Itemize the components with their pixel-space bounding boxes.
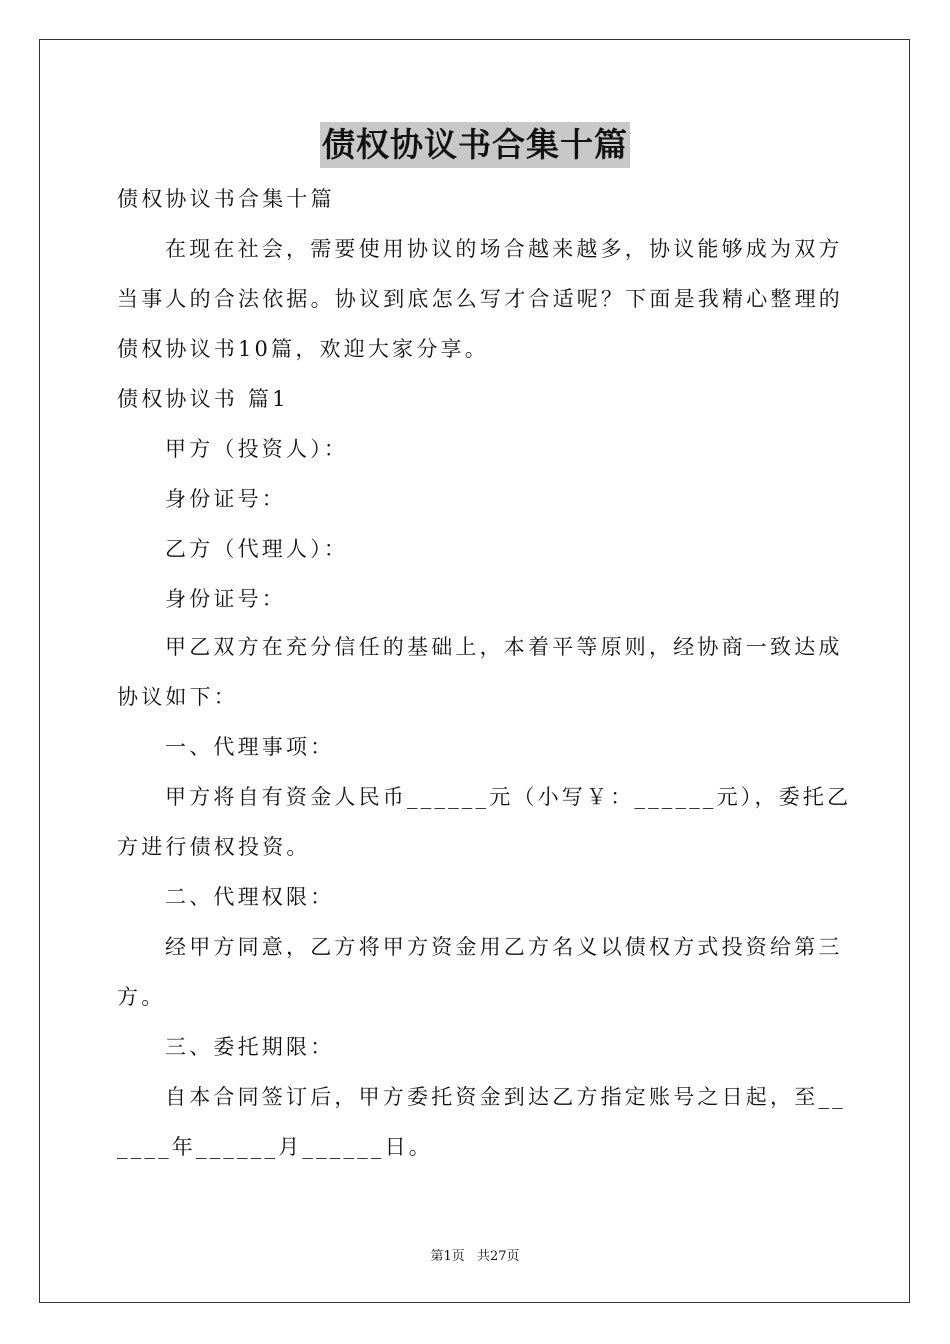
page-number: 第1页 — [430, 1249, 465, 1264]
page-total: 共27页 — [476, 1249, 520, 1264]
clause-heading: 二、代理权限： — [165, 885, 335, 909]
paragraph-line: 当事人的合法依据。协议到底怎么写才合适呢？下面是我精心整理的 — [117, 287, 843, 311]
clause-heading: 一、代理事项： — [165, 735, 335, 759]
subtitle-line: 债权协议书合集十篇 — [117, 187, 335, 211]
paragraph-line: 自本合同签订后，甲方委托资金到达乙方指定账号之日起，至__ — [165, 1085, 846, 1109]
paragraph-line: 在现在社会，需要使用协议的场合越来越多，协议能够成为双方 — [165, 237, 843, 261]
paragraph-line: 协议如下： — [117, 685, 238, 709]
page-footer — [0, 1248, 950, 1266]
paragraph-line: 甲乙双方在充分信任的基础上，本着平等原则，经协商一致达成 — [165, 635, 843, 659]
clause-heading: 三、委托期限： — [165, 1035, 335, 1059]
paragraph-line: 方。 — [117, 985, 166, 1009]
id-number-label: 身份证号： — [165, 587, 286, 611]
paragraph-line: 经甲方同意，乙方将甲方资金用乙方名义以债权方式投资给第三 — [165, 935, 843, 959]
party-b-label: 乙方（代理人）： — [165, 537, 349, 561]
party-a-label: 甲方（投资人）： — [165, 437, 349, 461]
document-title: 债权协议书合集十篇 — [320, 122, 630, 168]
section-heading: 债权协议书 篇1 — [117, 387, 289, 411]
title-container — [0, 122, 950, 168]
paragraph-line: ____年______月______日。 — [117, 1135, 433, 1159]
paragraph-line: 债权协议书10篇，欢迎大家分享。 — [117, 337, 489, 361]
paragraph-line: 方进行债权投资。 — [117, 835, 311, 859]
page-border — [39, 39, 910, 1303]
id-number-label: 身份证号： — [165, 487, 286, 511]
paragraph-line: 甲方将自有资金人民币______元（小写￥：______元），委托乙 — [165, 785, 852, 809]
